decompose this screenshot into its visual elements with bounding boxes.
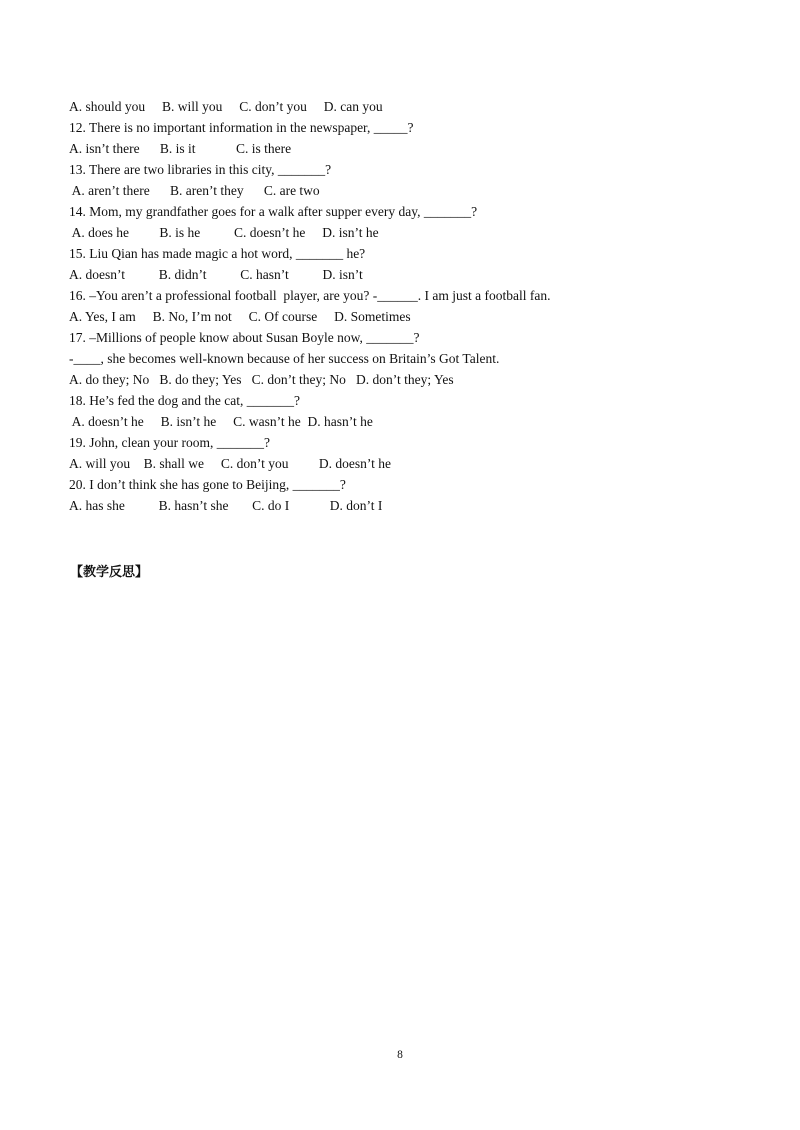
answer-options-17: A. do they; No B. do they; Yes C. don’t they; No D. don’t they; Yes xyxy=(69,372,454,387)
question-18: 18. He’s fed the dog and the cat, _______? xyxy=(69,393,300,408)
answer-options-16: A. Yes, I am B. No, I’m not C. Of course D. Sometimes xyxy=(69,309,411,324)
exercise-list xyxy=(69,96,749,516)
question-17: 17. –Millions of people know about Susan Boyle now, _______? xyxy=(69,330,420,345)
question-20: 20. I don’t think she has gone to Beijing, _______? xyxy=(69,477,346,492)
teaching-reflection-heading: 【教学反思】 xyxy=(70,565,149,580)
question-16: 16. –You aren’t a professional football player, are you? -______. I am just a football fan. xyxy=(69,288,551,303)
answer-options-20: A. has she B. hasn’t she C. do I D. don’t I xyxy=(69,498,383,513)
question-12: 12. There is no important information in the newspaper, _____? xyxy=(69,120,414,135)
question-19: 19. John, clean your room, _______? xyxy=(69,435,270,450)
page-number: 8 xyxy=(397,1049,403,1061)
answer-options-18: A. doesn’t he B. isn’t he C. wasn’t he D. hasn’t he xyxy=(69,414,373,429)
answer-options-15: A. doesn’t B. didn’t C. hasn’t D. isn’t xyxy=(69,267,363,282)
answer-options-14: A. does he B. is he C. doesn’t he D. isn’t he xyxy=(69,225,379,240)
answer-options-11: A. should you B. will you C. don’t you D. can you xyxy=(69,99,383,114)
question-14: 14. Mom, my grandfather goes for a walk after supper every day, _______? xyxy=(69,204,478,219)
answer-options-12: A. isn’t there B. is it C. is there xyxy=(69,141,292,156)
question-15: 15. Liu Qian has made magic a hot word, _______ he? xyxy=(69,246,366,261)
answer-options-13: A. aren’t there B. aren’t they C. are two xyxy=(69,183,320,198)
question-17-response: -____, she becomes well-known because of her success on Britain’s Got Talent. xyxy=(69,351,500,366)
answer-options-19: A. will you B. shall we C. don’t you D. doesn’t he xyxy=(69,456,391,471)
question-13: 13. There are two libraries in this city, _______? xyxy=(69,162,332,177)
